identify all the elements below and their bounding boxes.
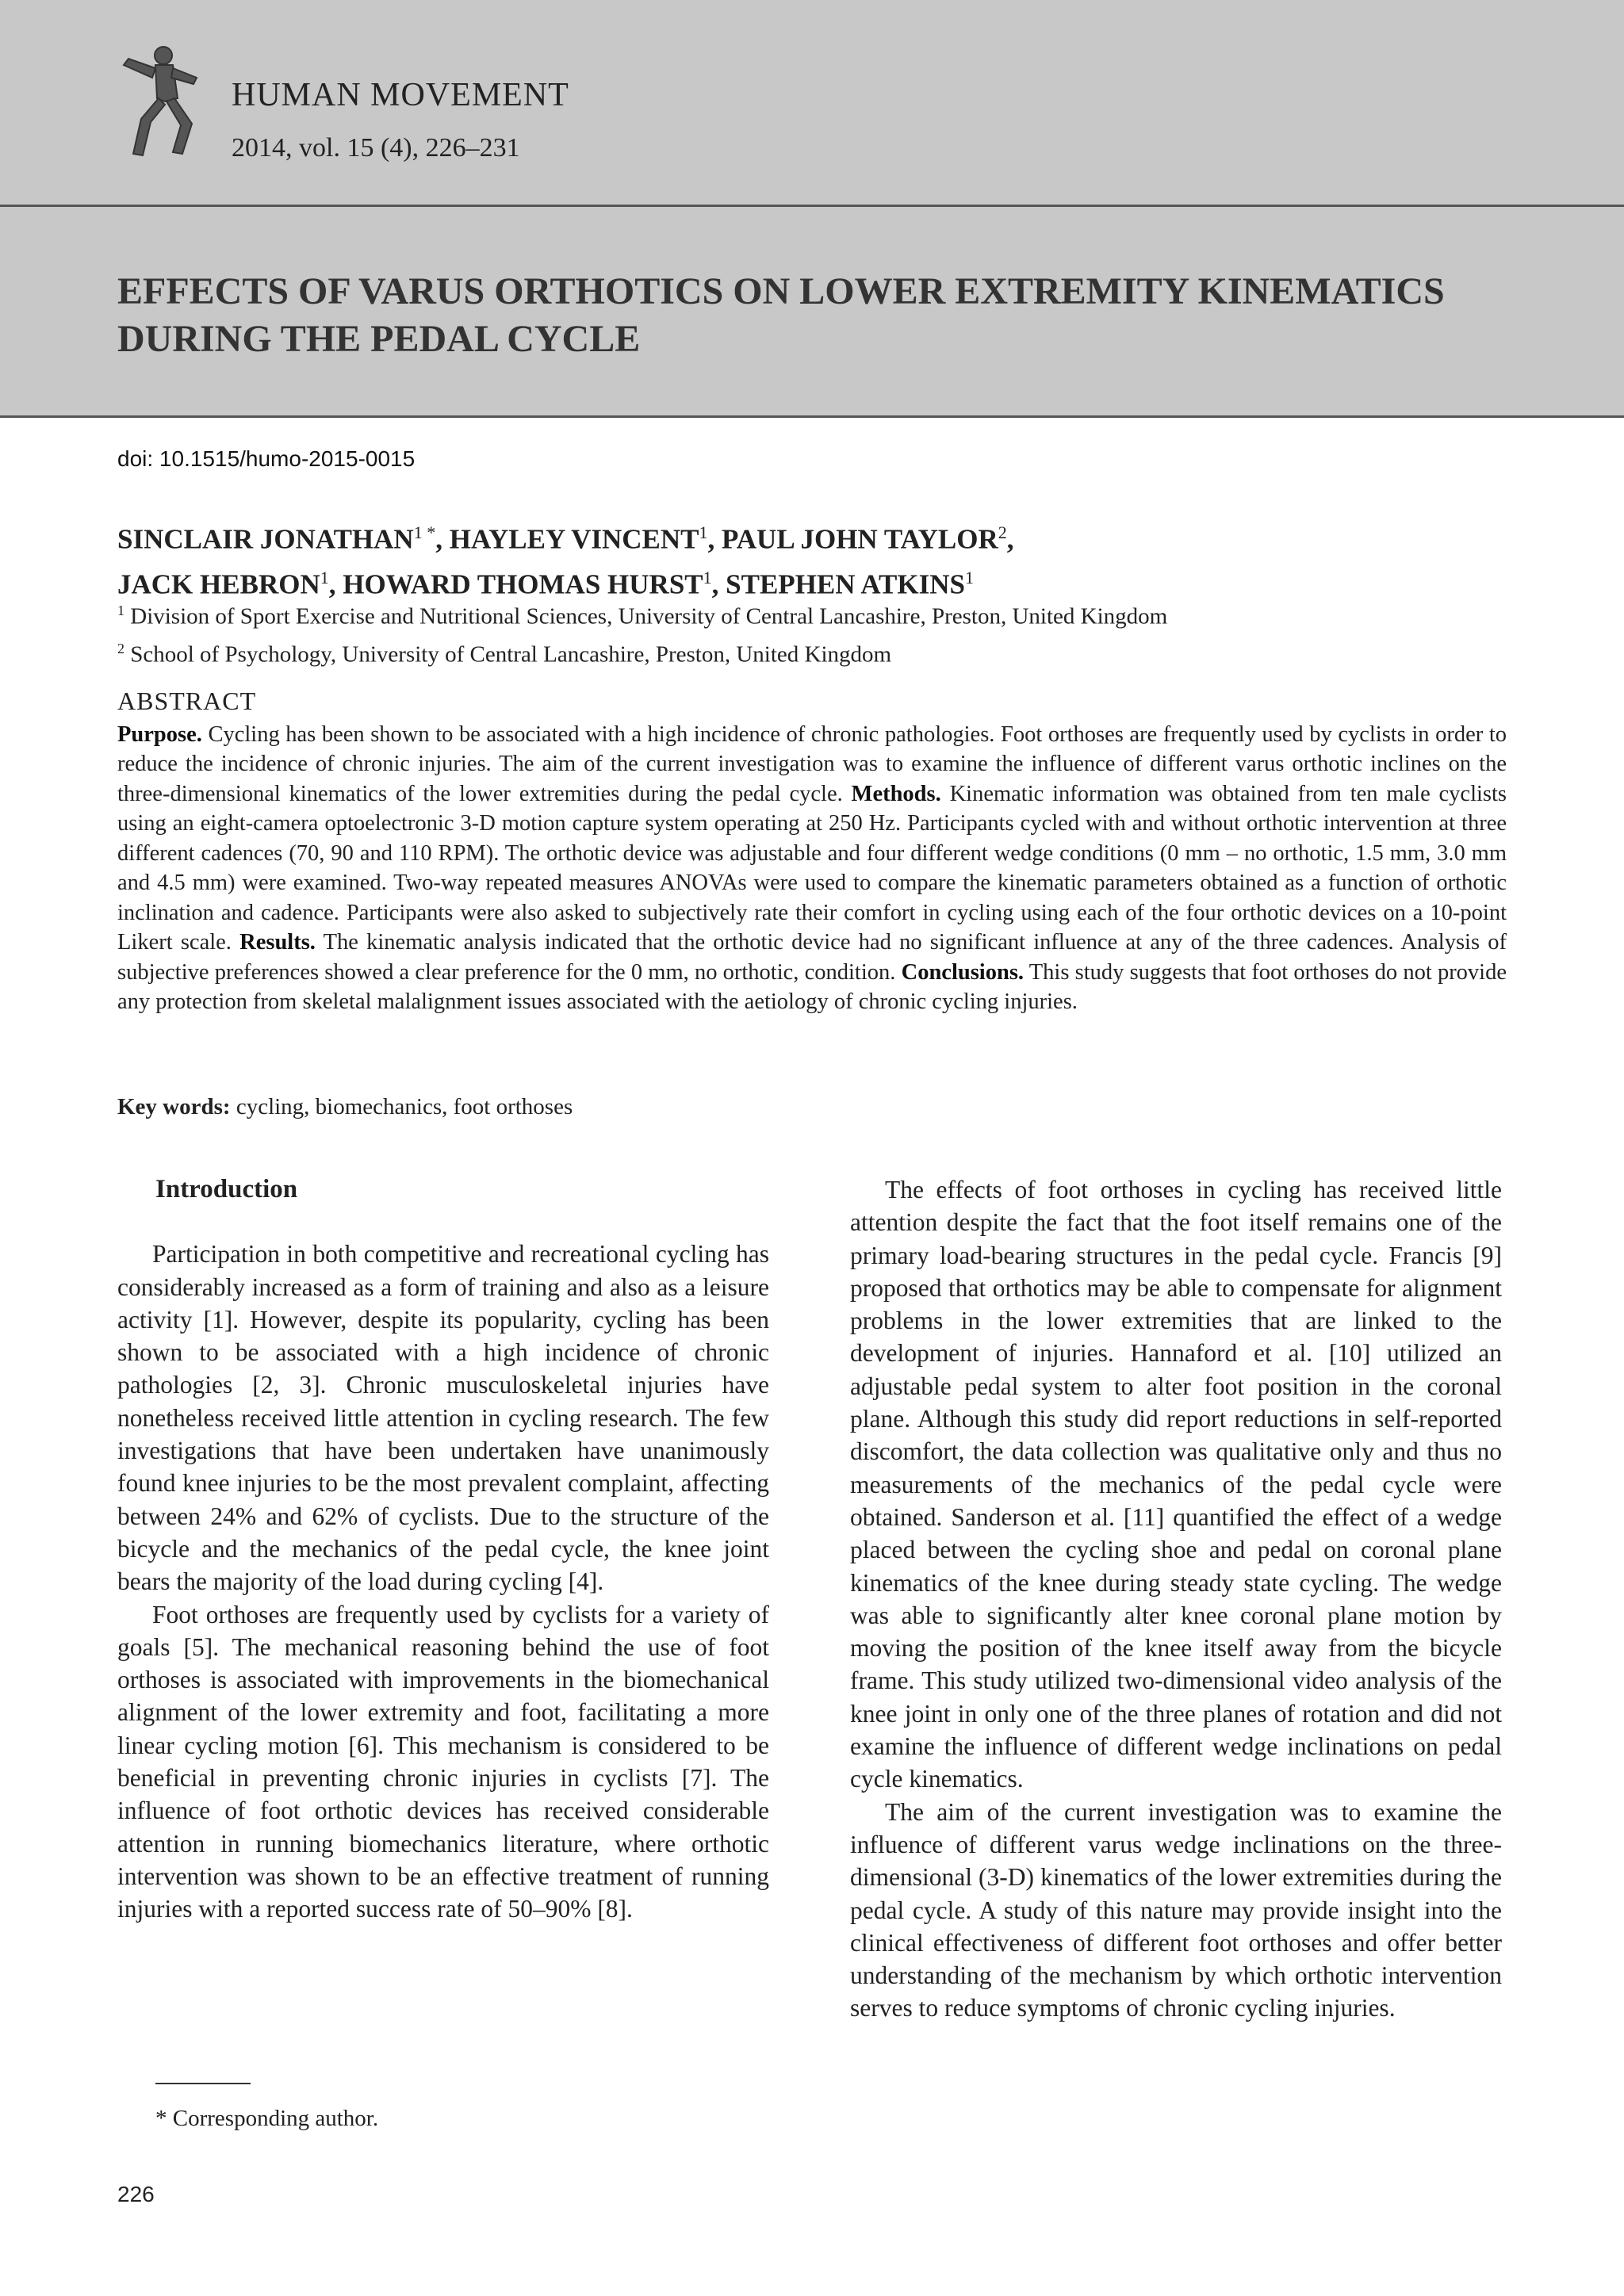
abstract-heading: ABSTRACT xyxy=(117,687,257,715)
footnote: * Corresponding author. xyxy=(155,2106,379,2131)
results-text: The kinematic analysis indicated that the orthotic device had no significant influence at any of the three cadences. Analysis of subjective preferences showed a clear preference for the 0 mm, no orthotic, condition. xyxy=(117,930,1507,985)
author-name: HAYLEY VINCENT xyxy=(449,523,699,555)
body-paragraph: The effects of foot orthoses in cycling has received little attention despite the fact that the foot itself remains one of the primary load-bearing structures in the pedal cycle. Francis [9] proposed that orthotics may be able to compensate for alignment problems in the lower extremities that are linked to the development of injuries. Hannaford et al. [10] utilized an adjustable pedal system to alter foot position in the coronal plane. Although this study did report reductions in self-reported discomfort, the data collection was qualitative only and thus no measurements of the mechanics of the pedal cycle were obtained. Sanderson et al. [11] quantified the effect of a wedge placed between the cycling shoe and pedal on coronal plane kinematics of the knee during steady state cycling. The wedge was able to significantly alter knee coronal plane motion by moving the position of the knee itself away from the bicycle frame. This study utilized two-dimensional video analysis of the knee joint in only one of the three planes of rotation and did not examine the influence of different wedge inclinations on pedal cycle kinematics. xyxy=(850,1176,1502,1793)
author-affiliation-mark: 1 * xyxy=(413,522,436,542)
body-paragraph: Participation in both competitive and recreational cycling has considerably increased as a form of training and also as a leisure activity [1]. However, despite its popularity, cycling has been shown to be associated with a high incidence of chronic pathologies [2, 3]. Chronic musculoskeletal injuries have nonetheless received little attention in cycling research. The few investigations that have been undertaken have unanimously found knee injuries to be the most prevalent complaint, affecting between 24% and 62% of cyclists. Due to the structure of the bicycle and the mechanics of the pedal cycle, the knee joint bears the majority of the load during cycling [4]. xyxy=(117,1240,769,1596)
journal-issue: 2014, vol. 15 (4), 226–231 xyxy=(232,133,520,163)
affiliation-item: $^2$ School of Psychology, University of Central Lancashire, Preston, United Kingdom xyxy=(117,640,892,668)
results-label: Results. xyxy=(239,930,316,955)
journal-header xyxy=(0,0,1624,207)
affiliations xyxy=(117,595,1529,670)
keywords-label: Key words: xyxy=(117,1094,231,1119)
introduction-heading: Introduction xyxy=(155,1175,298,1203)
author-affiliation-mark: 1 xyxy=(964,567,974,587)
conclusions-label: Conclusions. xyxy=(901,959,1025,985)
author-affiliation-mark: 1 xyxy=(703,567,712,587)
page-number: 226 xyxy=(117,2182,155,2206)
author-affiliation-mark: 1 xyxy=(699,522,708,542)
author-affiliation-mark: 1 xyxy=(320,567,329,587)
body-column-right xyxy=(850,1173,1502,2025)
conclusions-text: This study suggests that foot orthoses do not provide any protection from skeletal malalignment issues associated with the aetiology of chronic cycling injuries. xyxy=(117,959,1507,1014)
author-list: SINCLAIR $JONATHAN^{1 *}$, HAYLEY VINCENT$^1$, PAUL JOHN TAYLOR$^2$, JACK HEBRON$^1$, HOWARD THOMAS HURST$^1$, STEPHEN ATKINS$^1$ xyxy=(117,522,1014,600)
footnote-divider xyxy=(155,2083,251,2084)
author-name: PAUL JOHN TAYLOR xyxy=(721,523,998,555)
body-paragraph: The aim of the current investigation was to examine the influence of different varus wedge inclinations on the three-dimensional (3-D) kinematics of the lower extremities during the pedal cycle. A study of this nature may provide insight into the clinical effectiveness of different foot orthoses and offer better understanding of the mechanism by which orthotic intervention serves to reduce symptoms of chronic cycling injuries. xyxy=(850,1797,1502,2022)
keywords xyxy=(117,1094,573,1120)
article-title: EFFECTS OF VARUS ORTHOTICS ON LOWER EXTREMITY KINEMATICS DURING THE PEDAL CYCLE xyxy=(117,270,1445,360)
journal-name: HUMAN MOVEMENT xyxy=(232,77,569,113)
doi-link[interactable]: doi: 10.1515/humo-2015-0015 xyxy=(117,446,416,471)
author-name: HOWARD THOMAS HURST xyxy=(343,568,703,600)
methods-text: Kinematic information was obtained from ten male cyclists using an eight-camera optoelectronic 3-D motion capture system operating at 250 Hz. Participants cycled with and without orthotic intervention at three different cadences (70, 90 and 110 RPM). The orthotic device was adjustable and four different wedge conditions (0 mm – no orthotic, 1.5 mm, 3.0 mm and 4.5 mm) were examined. Two-way repeated measures ANOVAs were used to compare the kinematic parameters obtained as a function of orthotic inclination and cadence. Participants were also asked to subjectively rate their comfort in cycling using each of the four orthotic devices on a 10-point Likert scale. xyxy=(117,781,1507,955)
body-paragraph: Foot orthoses are frequently used by cyclists for a variety of goals [5]. The mechanical reasoning behind the use of foot orthoses is associated with improvements in the biomechanical alignment of the lower extremity and foot, facilitating a more linear cycling motion [6]. This mechanism is considered to be beneficial in preventing chronic injuries in cyclists [7]. The influence of foot orthotic devices has received considerable attention in running biomechanics literature, where orthotic intervention was shown to be an effective treatment of running injuries with a reported success rate of 50–90% [8]. xyxy=(117,1600,769,1923)
body-column-left xyxy=(117,1173,769,1926)
abstract xyxy=(117,687,1507,1017)
runner-figure-logo-icon xyxy=(117,43,205,162)
author-affiliation-mark: 2 xyxy=(998,522,1007,542)
purpose-text: Cycling has been shown to be associated with a high incidence of chronic pathologies. Foot orthoses are frequently used by cyclists in order to reduce the incidence of chronic injuries. The aim of the current investigation was to examine the influence of different varus orthotic inclines on the three-dimensional kinematics of the lower extremities during the pedal cycle. xyxy=(117,721,1507,806)
keywords-text: cycling, biomechanics, foot orthoses xyxy=(236,1094,573,1119)
affiliation-item: $^1$ Division of Sport Exercise and Nutritional Sciences, University of Central Lancashire, Preston, United Kingdom xyxy=(117,603,1168,629)
author-name: SINCLAIR JONATHAN xyxy=(117,523,414,555)
purpose-label: Purpose. xyxy=(117,721,202,747)
author-name: JACK HEBRON xyxy=(117,568,320,600)
methods-label: Methods. xyxy=(851,781,941,806)
author-name: STEPHEN ATKINS xyxy=(726,568,965,600)
